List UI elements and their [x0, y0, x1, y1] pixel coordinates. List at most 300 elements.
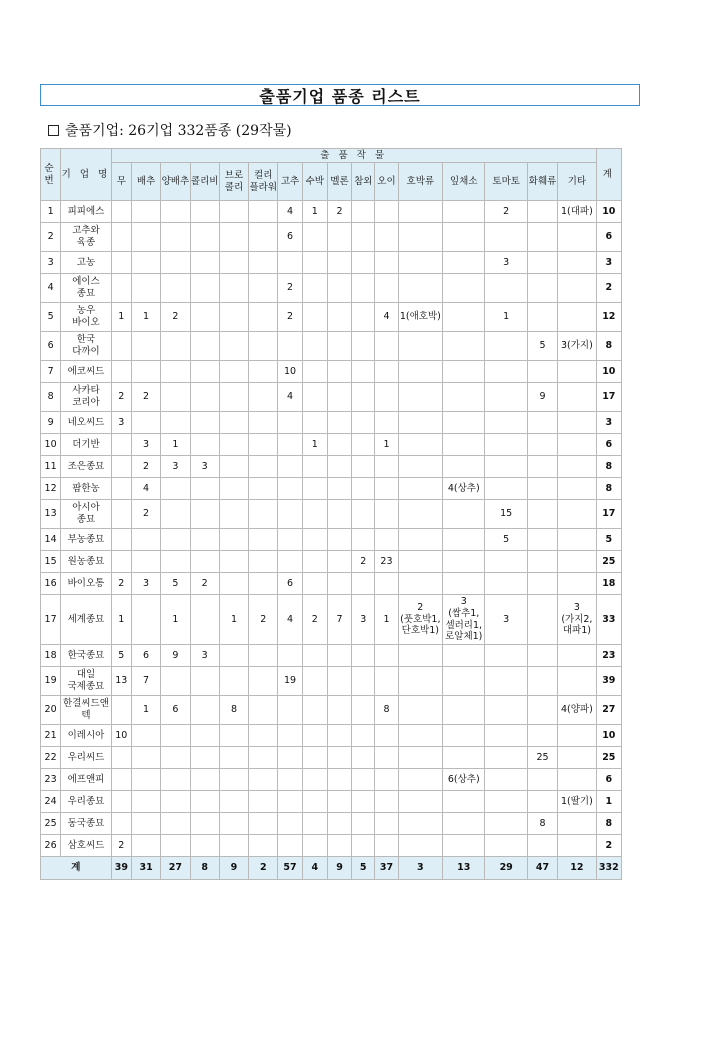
subtitle [48, 120, 292, 140]
crop-count-cell: 2 [111, 573, 131, 595]
crop-count-cell [398, 332, 442, 361]
crop-count-cell [485, 835, 527, 857]
header-crop: 브로 콜리 [219, 163, 248, 201]
crop-count-cell [443, 456, 485, 478]
crop-count-cell: 8 [527, 813, 557, 835]
crop-count-cell [161, 529, 190, 551]
crop-count-cell: 4(상추) [443, 478, 485, 500]
header-crop: 기타 [558, 163, 596, 201]
crop-count-cell [161, 412, 190, 434]
crop-count-cell [278, 551, 302, 573]
crop-count-cell [398, 383, 442, 412]
crop-count-cell [398, 361, 442, 383]
header-crop-group: 출 품 작 물 [111, 149, 596, 163]
crop-count-cell: 2 [131, 500, 160, 529]
crop-count-cell [327, 500, 351, 529]
crop-count-cell [278, 747, 302, 769]
company-name: 한국 다까이 [61, 332, 112, 361]
crop-count-cell [443, 725, 485, 747]
crop-count-cell: 2 [352, 551, 375, 573]
crop-count-cell [190, 696, 219, 725]
crop-count-cell [558, 383, 596, 412]
crop-count-cell [352, 725, 375, 747]
crop-count-cell [190, 252, 219, 274]
crop-count-cell: 6 [278, 573, 302, 595]
crop-count-cell: 1(딸기) [558, 791, 596, 813]
crop-count-cell [327, 332, 351, 361]
sum-cell: 12 [558, 857, 596, 880]
crop-count-cell [443, 791, 485, 813]
crop-count-cell [131, 551, 160, 573]
sum-cell: 37 [375, 857, 398, 880]
row-total: 6 [596, 434, 621, 456]
crop-count-cell [443, 573, 485, 595]
row-number: 21 [41, 725, 61, 747]
crop-count-cell [327, 274, 351, 303]
crop-count-cell: 4 [375, 303, 398, 332]
crop-count-cell: 4 [278, 201, 302, 223]
crop-count-cell [485, 769, 527, 791]
crop-count-cell [485, 645, 527, 667]
crop-count-cell [327, 529, 351, 551]
row-number: 24 [41, 791, 61, 813]
crop-count-cell [558, 500, 596, 529]
crop-count-cell [558, 252, 596, 274]
crop-count-cell: 4 [131, 478, 160, 500]
crop-count-cell [327, 551, 351, 573]
crop-count-cell: 3 [485, 252, 527, 274]
header-crop: 화훼류 [527, 163, 557, 201]
crop-count-cell [443, 747, 485, 769]
sum-cell: 47 [527, 857, 557, 880]
crop-count-cell [398, 747, 442, 769]
crop-count-cell [278, 835, 302, 857]
row-number: 11 [41, 456, 61, 478]
crop-count-cell: 13 [111, 667, 131, 696]
row-total: 3 [596, 412, 621, 434]
header-crop: 배추 [131, 163, 160, 201]
crop-count-cell: 3 [161, 456, 190, 478]
crop-count-cell [219, 383, 248, 412]
crop-count-cell [249, 478, 278, 500]
crop-count-cell [398, 769, 442, 791]
row-total: 39 [596, 667, 621, 696]
crop-count-cell [249, 412, 278, 434]
crop-count-cell [131, 201, 160, 223]
crop-count-cell [398, 201, 442, 223]
crop-count-cell [352, 696, 375, 725]
crop-count-cell [398, 791, 442, 813]
crop-count-cell [485, 667, 527, 696]
crop-count-cell: 3 [190, 645, 219, 667]
crop-count-cell [352, 769, 375, 791]
crop-count-cell [278, 696, 302, 725]
crop-count-cell [327, 223, 351, 252]
crop-count-cell: 10 [111, 725, 131, 747]
crop-count-cell [485, 274, 527, 303]
row-number: 2 [41, 223, 61, 252]
crop-count-cell: 4(양파) [558, 696, 596, 725]
crop-count-cell [161, 383, 190, 412]
crop-count-cell [485, 456, 527, 478]
row-number: 4 [41, 274, 61, 303]
crop-count-cell [131, 223, 160, 252]
sum-cell: 13 [443, 857, 485, 880]
crop-count-cell [302, 303, 327, 332]
company-name: 팜한농 [61, 478, 112, 500]
row-total: 10 [596, 201, 621, 223]
crop-count-cell [219, 478, 248, 500]
crop-count-cell: 7 [327, 595, 351, 645]
crop-count-cell [219, 274, 248, 303]
crop-count-cell [249, 434, 278, 456]
company-name: 에코씨드 [61, 361, 112, 383]
crop-count-cell [302, 383, 327, 412]
crop-count-cell [302, 456, 327, 478]
crop-count-cell [352, 813, 375, 835]
crop-count-cell [327, 412, 351, 434]
crop-count-cell: 3 [131, 573, 160, 595]
header-no: 순 번 [41, 149, 61, 201]
company-name: 부농종묘 [61, 529, 112, 551]
crop-count-cell [527, 478, 557, 500]
crop-count-cell [527, 303, 557, 332]
crop-count-cell [161, 223, 190, 252]
crop-count-cell [190, 791, 219, 813]
header-crop: 잎채소 [443, 163, 485, 201]
crop-count-cell [398, 478, 442, 500]
table-row [41, 529, 622, 551]
crop-count-cell [302, 573, 327, 595]
row-total: 6 [596, 769, 621, 791]
crop-count-cell [398, 551, 442, 573]
crop-count-cell [278, 252, 302, 274]
crop-count-cell: 1 [111, 303, 131, 332]
crop-count-cell [219, 667, 248, 696]
crop-count-cell [111, 434, 131, 456]
crop-count-cell [131, 725, 160, 747]
crop-count-cell [111, 252, 131, 274]
crop-count-cell [219, 645, 248, 667]
sum-cell: 2 [249, 857, 278, 880]
table-row [41, 696, 622, 725]
table-row [41, 769, 622, 791]
crop-count-cell [190, 434, 219, 456]
crop-count-cell [443, 813, 485, 835]
crop-count-cell [527, 645, 557, 667]
subtitle-text: 출품기업: 26기업 332품종 (29작물) [65, 123, 292, 139]
page-title [40, 84, 640, 106]
crop-count-cell: 1 [375, 434, 398, 456]
crop-count-cell: 2 [278, 274, 302, 303]
crop-count-cell [190, 332, 219, 361]
crop-count-cell [398, 725, 442, 747]
crop-count-cell [219, 252, 248, 274]
crop-count-cell: 10 [278, 361, 302, 383]
header-company: 기 업 명 [61, 149, 112, 201]
crop-count-cell [327, 361, 351, 383]
table-row [41, 274, 622, 303]
crop-count-cell [375, 412, 398, 434]
crop-count-cell: 8 [219, 696, 248, 725]
table-row [41, 332, 622, 361]
crop-count-cell [443, 252, 485, 274]
crop-count-cell [111, 500, 131, 529]
crop-count-cell [375, 383, 398, 412]
header-crop: 컬리 플라워 [249, 163, 278, 201]
crop-count-cell [352, 434, 375, 456]
crop-count-cell [352, 303, 375, 332]
crop-count-cell [527, 252, 557, 274]
crop-count-cell [278, 645, 302, 667]
crop-count-cell [375, 835, 398, 857]
crop-count-cell [302, 725, 327, 747]
crop-count-cell [485, 478, 527, 500]
crop-count-cell [558, 835, 596, 857]
crop-count-cell [398, 696, 442, 725]
crop-count-cell [302, 332, 327, 361]
crop-count-cell [302, 696, 327, 725]
header-total: 계 [596, 149, 621, 201]
crop-count-cell [327, 813, 351, 835]
crop-count-cell [398, 645, 442, 667]
crop-count-cell [327, 303, 351, 332]
crop-count-cell [398, 813, 442, 835]
crop-count-cell [443, 645, 485, 667]
crop-count-cell [398, 835, 442, 857]
crop-count-cell [375, 252, 398, 274]
crop-count-cell: 1 [219, 595, 248, 645]
crop-count-cell [558, 573, 596, 595]
crop-count-cell [443, 434, 485, 456]
crop-count-cell [527, 223, 557, 252]
table-row [41, 813, 622, 835]
crop-count-cell [219, 835, 248, 857]
crop-count-cell [443, 332, 485, 361]
crop-count-cell [558, 223, 596, 252]
crop-count-cell [375, 274, 398, 303]
crop-count-cell [131, 813, 160, 835]
crop-count-cell [352, 667, 375, 696]
crop-count-cell: 2 [161, 303, 190, 332]
crop-count-cell [190, 303, 219, 332]
table-row [41, 383, 622, 412]
row-number: 9 [41, 412, 61, 434]
crop-count-cell [302, 645, 327, 667]
company-name: 동국종묘 [61, 813, 112, 835]
crop-count-cell: 3 (가지2, 대파1) [558, 595, 596, 645]
company-name: 더기반 [61, 434, 112, 456]
crop-count-cell [352, 274, 375, 303]
crop-count-cell [111, 223, 131, 252]
crop-count-cell [558, 303, 596, 332]
crop-count-cell [398, 274, 442, 303]
crop-count-cell [352, 573, 375, 595]
crop-count-cell [190, 274, 219, 303]
crop-count-cell [190, 383, 219, 412]
table-row [41, 667, 622, 696]
crop-count-cell [485, 361, 527, 383]
row-number: 22 [41, 747, 61, 769]
company-name: 피피에스 [61, 201, 112, 223]
crop-count-cell [527, 595, 557, 645]
crop-count-cell: 3 [111, 412, 131, 434]
crop-count-cell [485, 696, 527, 725]
sum-cell: 27 [161, 857, 190, 880]
crop-count-cell [161, 835, 190, 857]
table-row [41, 412, 622, 434]
crop-count-cell [249, 456, 278, 478]
crop-count-cell [398, 223, 442, 252]
company-name: 삼호씨드 [61, 835, 112, 857]
crop-count-cell: 6 [278, 223, 302, 252]
crop-count-cell [485, 223, 527, 252]
sum-cell: 39 [111, 857, 131, 880]
crop-count-cell: 3 [485, 595, 527, 645]
table-row [41, 361, 622, 383]
header-crop: 오이 [375, 163, 398, 201]
crop-count-cell [131, 252, 160, 274]
crop-count-cell [443, 383, 485, 412]
row-number: 19 [41, 667, 61, 696]
crop-count-cell [302, 223, 327, 252]
crop-count-cell [558, 645, 596, 667]
crop-count-cell [219, 551, 248, 573]
crop-count-cell [161, 667, 190, 696]
crop-count-cell [249, 769, 278, 791]
crop-count-cell: 2 [327, 201, 351, 223]
sum-cell: 29 [485, 857, 527, 880]
table-row [41, 434, 622, 456]
crop-count-cell [111, 332, 131, 361]
crop-count-cell: 2 [131, 456, 160, 478]
row-total: 17 [596, 500, 621, 529]
row-total: 8 [596, 456, 621, 478]
crop-count-cell [398, 412, 442, 434]
crop-count-cell [485, 725, 527, 747]
crop-count-cell [327, 383, 351, 412]
row-total: 6 [596, 223, 621, 252]
row-total: 2 [596, 835, 621, 857]
crop-count-cell [219, 769, 248, 791]
crop-count-cell [111, 456, 131, 478]
crop-count-cell [278, 456, 302, 478]
crop-count-cell [485, 573, 527, 595]
table-row [41, 791, 622, 813]
crop-count-cell [219, 813, 248, 835]
row-total: 23 [596, 645, 621, 667]
company-name: 한결씨드앤 텍 [61, 696, 112, 725]
row-total: 8 [596, 332, 621, 361]
crop-count-cell [443, 412, 485, 434]
crop-count-cell [111, 813, 131, 835]
crop-count-cell [249, 667, 278, 696]
crop-count-cell [352, 201, 375, 223]
crop-header-row [41, 163, 622, 201]
crop-count-cell [190, 595, 219, 645]
crop-count-cell [190, 223, 219, 252]
crop-count-cell [375, 645, 398, 667]
sum-cell: 4 [302, 857, 327, 880]
table-row [41, 223, 622, 252]
crop-count-cell [302, 747, 327, 769]
crop-count-cell [327, 667, 351, 696]
header-crop: 토마토 [485, 163, 527, 201]
crop-count-cell [249, 383, 278, 412]
crop-count-cell [278, 725, 302, 747]
crop-count-cell [161, 332, 190, 361]
company-name: 고농 [61, 252, 112, 274]
crop-count-cell [190, 769, 219, 791]
crop-count-cell: 1(애호박) [398, 303, 442, 332]
crop-count-cell [352, 332, 375, 361]
crop-count-cell [527, 529, 557, 551]
crop-count-cell [249, 645, 278, 667]
crop-count-cell: 1 [485, 303, 527, 332]
crop-count-cell [249, 813, 278, 835]
crop-count-cell [131, 791, 160, 813]
crop-count-cell [131, 412, 160, 434]
crop-count-cell [375, 667, 398, 696]
crop-count-cell [327, 645, 351, 667]
crop-count-cell [352, 500, 375, 529]
company-name: 대일 국제종묘 [61, 667, 112, 696]
crop-count-cell [327, 434, 351, 456]
crop-count-cell [443, 551, 485, 573]
header-crop: 콜리비 [190, 163, 219, 201]
row-number: 1 [41, 201, 61, 223]
company-name: 이레시아 [61, 725, 112, 747]
crop-count-cell [278, 412, 302, 434]
page-title-text: 출품기업 품종 리스트 [259, 86, 421, 106]
crop-count-cell: 2 [278, 303, 302, 332]
crop-count-cell [278, 332, 302, 361]
crop-count-cell [327, 725, 351, 747]
crop-count-cell [161, 725, 190, 747]
header-crop: 수박 [302, 163, 327, 201]
company-name: 우리종묘 [61, 791, 112, 813]
crop-count-cell [352, 529, 375, 551]
crop-count-cell [190, 835, 219, 857]
crop-count-cell [278, 478, 302, 500]
company-name: 에프앤피 [61, 769, 112, 791]
crop-count-cell [131, 529, 160, 551]
crop-count-cell [190, 725, 219, 747]
table-row [41, 573, 622, 595]
crop-count-cell: 9 [161, 645, 190, 667]
crop-count-cell [249, 500, 278, 529]
company-name: 바이오통 [61, 573, 112, 595]
crop-count-cell [352, 252, 375, 274]
crop-count-cell: 2 [485, 201, 527, 223]
crop-count-cell: 7 [131, 667, 160, 696]
crop-count-cell: 1 [375, 595, 398, 645]
crop-count-cell: 19 [278, 667, 302, 696]
crop-count-cell [352, 456, 375, 478]
company-name: 한국종묘 [61, 645, 112, 667]
crop-count-cell [219, 303, 248, 332]
crop-count-cell [558, 529, 596, 551]
crop-count-cell [278, 813, 302, 835]
crop-count-cell [219, 573, 248, 595]
crop-count-cell [278, 500, 302, 529]
crop-count-cell [249, 303, 278, 332]
crop-count-cell: 1(대파) [558, 201, 596, 223]
company-variety-table [40, 148, 622, 880]
crop-count-cell [352, 412, 375, 434]
company-name: 세계종묘 [61, 595, 112, 645]
crop-count-cell [485, 791, 527, 813]
